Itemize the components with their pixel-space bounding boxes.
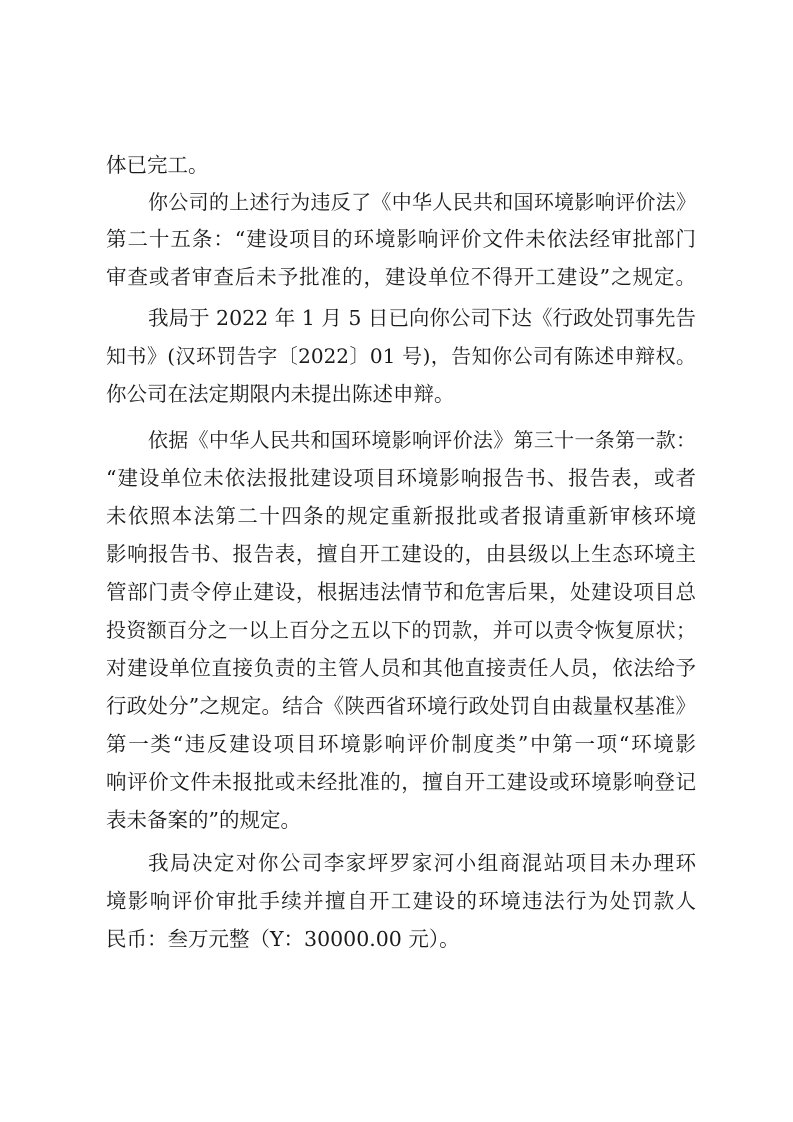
paragraph-4-line-6: 投资额百分之一以上百分之五以下的罚款，并可以责令恢复原状； (106, 618, 696, 642)
paragraph-4-line-4: 影响报告书、报告表，擅自开工建设的，由县级以上生态环境主 (106, 542, 696, 566)
paragraph-4-line-3: 未依照本法第二十四条的规定重新报批或者报请重新审核环境 (106, 504, 696, 528)
paragraph-4-line-11: 表未备案的”的规定。 (106, 808, 301, 832)
paragraph-4-line-2: “建设单位未依法报批建设项目环境影响报告书、报告表，或者 (106, 466, 696, 490)
paragraph-4-line-9: 第一类“违反建设项目环境影响评价制度类”中第一项“环境影 (106, 732, 696, 756)
paragraph-4-line-5: 管部门责令停止建设，根据违法情节和危害后果，处建设项目总 (106, 580, 696, 604)
paragraph-2-line-1: 你公司的上述行为违反了《中华人民共和国环境影响评价法》 (148, 190, 696, 214)
paragraph-4-line-8: 行政处分”之规定。结合《陕西省环境行政处罚自由裁量权基准》 (106, 694, 696, 718)
paragraph-2-line-3: 审查或者审查后未予批准的，建设单位不得开工建设”之规定。 (106, 265, 696, 289)
paragraph-5-line-1: 我局决定对你公司李家坪罗家河小组商混站项目未办理环 (148, 851, 696, 875)
paragraph-1-line-1: 体已完工。 (106, 153, 209, 177)
paragraph-4-line-7: 对建设单位直接负责的主管人员和其他直接责任人员，依法给予 (106, 656, 696, 680)
paragraph-4-line-1: 依据《中华人民共和国环境影响评价法》第三十一条第一款： (148, 428, 696, 452)
paragraph-4-line-10: 响评价文件未报批或未经批准的，擅自开工建设或环境影响登记 (106, 770, 696, 794)
paragraph-3-line-1: 我局于 2022 年 1 月 5 日已向你公司下达《行政处罚事先告 (148, 306, 696, 330)
paragraph-5-line-2: 境影响评价审批手续并擅自开工建设的环境违法行为处罚款人 (106, 889, 696, 913)
paragraph-5-line-3: 民币：叁万元整（Y：30000.00 元）。 (106, 927, 460, 951)
paragraph-3-line-2: 知书》(汉环罚告字〔2022〕01 号)，告知你公司有陈述申辩权。 (106, 344, 696, 368)
paragraph-3-line-3: 你公司在法定期限内未提出陈述申辩。 (106, 382, 455, 406)
paragraph-2-line-2: 第二十五条：“建设项目的环境影响评价文件未依法经审批部门 (106, 227, 696, 251)
